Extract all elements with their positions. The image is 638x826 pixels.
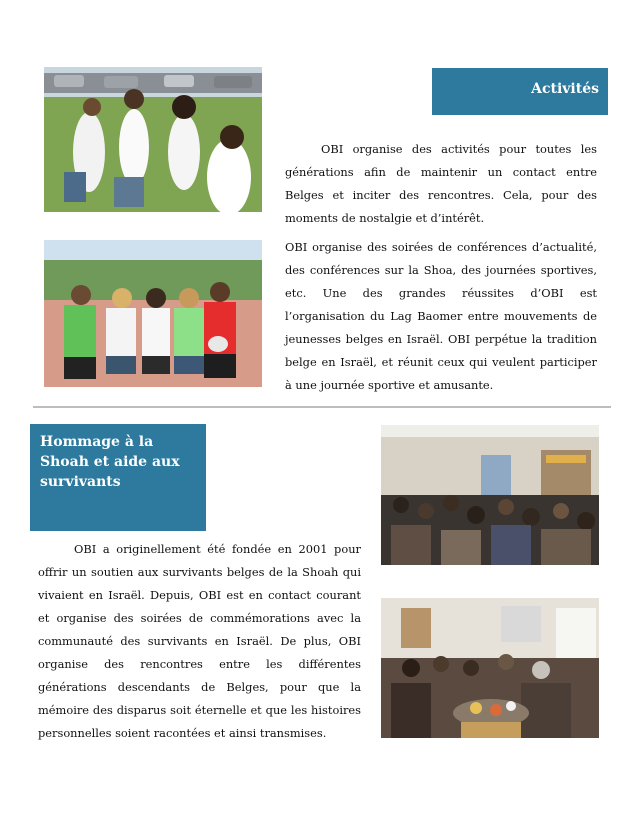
photo-survivors-meeting — [381, 598, 599, 738]
photo-tug-of-war — [44, 67, 262, 212]
hommage-paragraph: OBI a originellement été fondée en 2001 pour offrir un soutien aux survivants belges de la Shoah qui vivaient en Israël. Depuis, OBI est en contact courant et organise des soirées de commémorations avec la communauté des survivants en Israël. De plus, OBI organise des rencontres entre les différentes générations descendants de Belges, pour que la mémoire des disparus soit éternelle et que les histoires personnelles soient racontées et ainsi transmises. — [38, 542, 361, 740]
activites-banner — [432, 68, 608, 115]
hommage-banner — [30, 424, 206, 531]
section-divider — [33, 406, 611, 408]
activites-title: Activités — [531, 81, 599, 97]
activites-paragraph-2: OBI organise des soirées de conférences d’actualité, des conférences sur la Shoa, des journées sportives, etc. Une des grandes réussites d’OBI est l’organisation du Lag Baomer entre mouvements de jeunesses belges en Israël. OBI perpétue la tradition belge en Israël, et réunit ceux qui veulent participer à une journée sportive et amusante. — [285, 240, 597, 392]
activites-paragraph-1: OBI organise des activités pour toutes les générations afin de maintenir un contact entre Belges et inciter des rencontres. Cela, pour des moments de nostalgie et d’intérêt. — [285, 142, 597, 225]
hommage-title: Hommage à la Shoah et aide aux survivants — [40, 434, 180, 490]
photo-commemoration-gathering — [381, 425, 599, 565]
photo-group-sports-day — [44, 240, 262, 387]
